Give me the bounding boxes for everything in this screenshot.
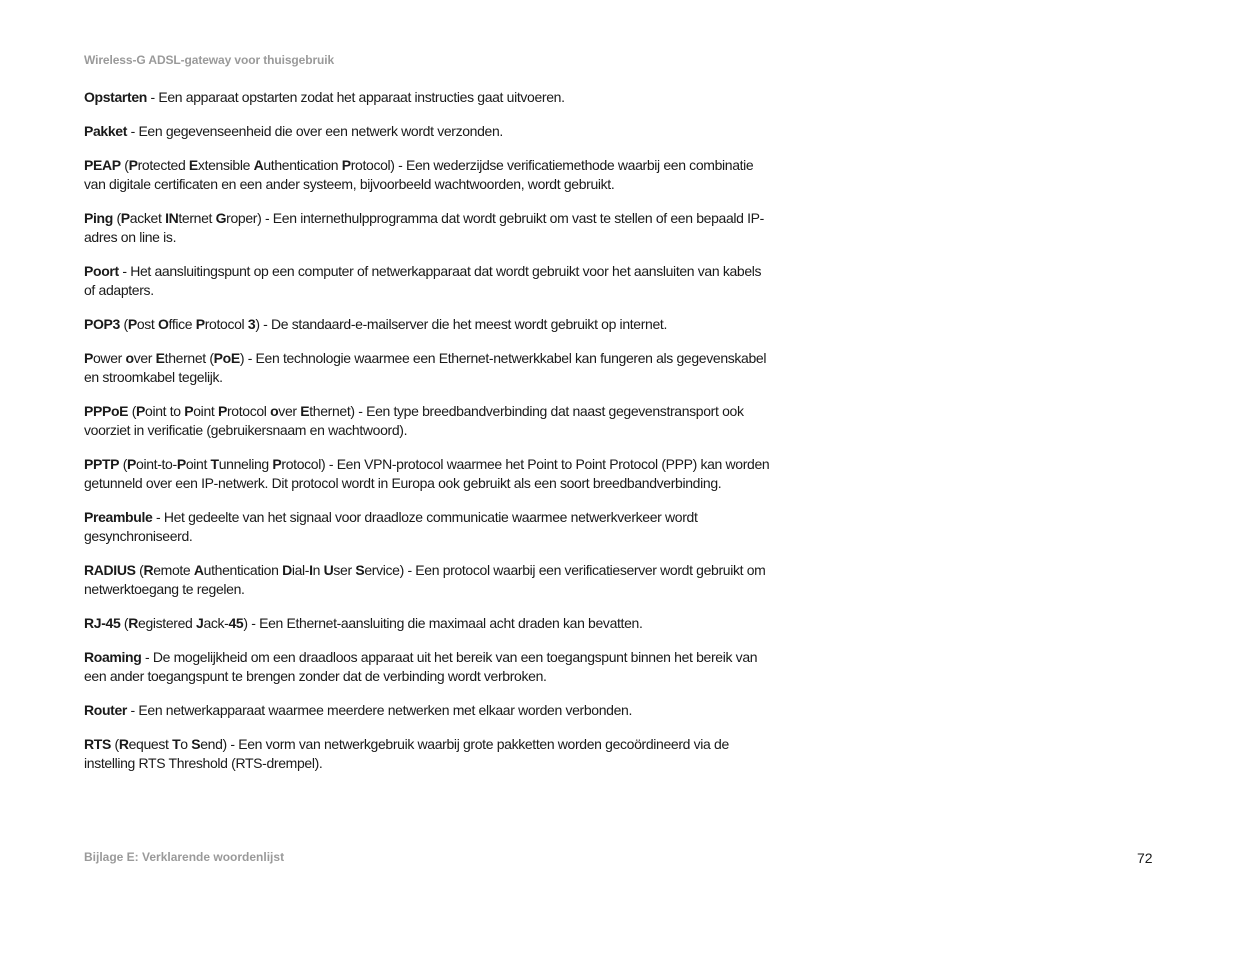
definition-text: unneling bbox=[218, 456, 273, 472]
term-bold-text: A bbox=[253, 157, 264, 173]
glossary-entry bbox=[84, 508, 774, 546]
term-bold-text: P bbox=[128, 157, 138, 173]
glossary-entry bbox=[84, 88, 774, 107]
term-bold-text: G bbox=[215, 210, 227, 226]
definition-text: - Het gedeelte van het signaal voor draadloze communicatie waarmee netwerkverkeer wordt gesynchroniseerd. bbox=[84, 509, 698, 544]
definition-text: oint bbox=[193, 403, 218, 419]
glossary-entry bbox=[84, 701, 774, 720]
definition-text: ver bbox=[133, 350, 156, 366]
definition-text: ower bbox=[93, 350, 126, 366]
page-number: 72 bbox=[1137, 850, 1153, 866]
definition-text: ver bbox=[278, 403, 301, 419]
glossary-entry bbox=[84, 349, 774, 387]
term-bold-text: Preambule bbox=[84, 509, 153, 525]
term-bold-text: P bbox=[195, 316, 205, 332]
definition-text: thernet ( bbox=[164, 350, 214, 366]
definition-text: rotocol bbox=[226, 403, 271, 419]
definition-text: - Een gegevenseenheid die over een netwerk wordt verzonden. bbox=[127, 123, 503, 139]
definition-text: - Een netwerkapparaat waarmee meerdere netwerken met elkaar worden verbonden. bbox=[127, 702, 633, 718]
term-bold-text: POP3 bbox=[84, 316, 120, 332]
term-bold-text: PoE bbox=[213, 350, 240, 366]
definition-text: ( bbox=[112, 210, 121, 226]
term-bold-text: U bbox=[323, 562, 334, 578]
term-bold-text: 3 bbox=[247, 316, 256, 332]
definition-text: - Een apparaat opstarten zodat het apparaat instructies gaat uitvoeren. bbox=[146, 89, 565, 105]
definition-text: uthentication bbox=[263, 157, 342, 173]
term-bold-text: RTS bbox=[84, 736, 111, 752]
glossary-entry bbox=[84, 735, 774, 773]
definition-text: uthentication bbox=[203, 562, 283, 578]
term-bold-text: T bbox=[172, 736, 181, 752]
term-bold-text: Poort bbox=[84, 263, 119, 279]
definition-text: ( bbox=[135, 562, 144, 578]
term-bold-text: P bbox=[184, 403, 194, 419]
term-bold-text: Ping bbox=[84, 210, 113, 226]
definition-text: ( bbox=[128, 403, 137, 419]
term-bold-text: R bbox=[118, 736, 129, 752]
glossary-entry bbox=[84, 614, 774, 633]
definition-text: emote bbox=[153, 562, 194, 578]
term-bold-text: RADIUS bbox=[84, 562, 136, 578]
definition-text: ( bbox=[120, 615, 129, 631]
term-bold-text: P bbox=[127, 456, 137, 472]
term-bold-text: P bbox=[120, 210, 130, 226]
term-bold-text: o bbox=[270, 403, 279, 419]
term-bold-text: 45 bbox=[228, 615, 244, 631]
definition-text: ack- bbox=[203, 615, 229, 631]
definition-text: ) - De standaard-e-mailserver die het meest wordt gebruikt op internet. bbox=[255, 316, 667, 332]
term-bold-text: Router bbox=[84, 702, 128, 718]
term-bold-text: T bbox=[210, 456, 219, 472]
term-bold-text: RJ-45 bbox=[84, 615, 121, 631]
term-bold-text: Roaming bbox=[84, 649, 142, 665]
definition-text: acket bbox=[129, 210, 166, 226]
definition-text: equest bbox=[128, 736, 173, 752]
glossary-entry bbox=[84, 455, 774, 493]
term-bold-text: E bbox=[300, 403, 310, 419]
glossary-entry bbox=[84, 648, 774, 686]
definition-text: ternet bbox=[178, 210, 216, 226]
term-bold-text: R bbox=[143, 562, 154, 578]
term-bold-text: D bbox=[282, 562, 292, 578]
term-bold-text: I bbox=[309, 562, 313, 578]
definition-text: ( bbox=[119, 316, 128, 332]
glossary-entry bbox=[84, 262, 774, 300]
term-bold-text: Opstarten bbox=[84, 89, 147, 105]
term-bold-text: PPPoE bbox=[84, 403, 129, 419]
definition-text: egistered bbox=[138, 615, 196, 631]
definition-text: roper) - Een internethulpprogramma dat wordt gebruikt om vast te stellen of een bepaald IP-adres on line is. bbox=[84, 210, 764, 245]
running-header: Wireless-G ADSL-gateway voor thuisgebruik bbox=[84, 53, 335, 67]
definition-text: ial- bbox=[291, 562, 310, 578]
term-bold-text: A bbox=[193, 562, 204, 578]
term-bold-text: PPTP bbox=[84, 456, 120, 472]
term-bold-text: P bbox=[84, 350, 93, 366]
definition-text: end) - Een vorm van netwerkgebruik waarbij grote pakketten worden gecoördineerd via de instelling RTS Threshold (RTS-drempel). bbox=[84, 736, 729, 771]
definition-text: o bbox=[180, 736, 192, 752]
definition-text: n bbox=[312, 562, 324, 578]
definition-text: rotected bbox=[137, 157, 189, 173]
term-bold-text: S bbox=[191, 736, 201, 752]
term-bold-text: R bbox=[128, 615, 139, 631]
definition-text: ( bbox=[120, 157, 129, 173]
definition-text: - De mogelijkheid om een draadloos apparaat uit het bereik van een toegangspunt binnen het bereik van een ander toegangspunt te brengen zonder dat de verbinding wordt verbroken. bbox=[84, 649, 758, 684]
glossary-entry bbox=[84, 402, 774, 440]
definition-text: ) - Een Ethernet-aansluiting die maximaal acht draden kan bevatten. bbox=[243, 615, 643, 631]
glossary-entry bbox=[84, 156, 774, 194]
glossary-entry bbox=[84, 315, 774, 334]
definition-text: ffice bbox=[168, 316, 196, 332]
term-bold-text: J bbox=[196, 615, 204, 631]
glossary-list bbox=[84, 88, 774, 788]
glossary-entry bbox=[84, 122, 774, 141]
glossary-entry bbox=[84, 209, 774, 247]
definition-text: ser bbox=[333, 562, 356, 578]
term-bold-text: O bbox=[157, 316, 169, 332]
term-bold-text: IN bbox=[165, 210, 179, 226]
definition-text: oint-to- bbox=[136, 456, 177, 472]
definition-text: rotocol) - Een VPN-protocol waarmee het Point to Point Protocol (PPP) kan worden getunneld over een IP-netwerk. Dit protocol wordt in Europa ook gebruikt als een soort breedbandverbinding. bbox=[84, 456, 770, 491]
term-bold-text: P bbox=[127, 316, 137, 332]
term-bold-text: PEAP bbox=[84, 157, 121, 173]
definition-text: ost bbox=[136, 316, 158, 332]
term-bold-text: E bbox=[155, 350, 165, 366]
term-bold-text: Pakket bbox=[84, 123, 128, 139]
term-bold-text: E bbox=[188, 157, 198, 173]
definition-text: oint to bbox=[145, 403, 185, 419]
footer-section-title: Bijlage E: Verklarende woordenlijst bbox=[84, 850, 285, 864]
definition-text: ( bbox=[119, 456, 128, 472]
definition-text: ) - Een technologie waarmee een Ethernet-netwerkkabel kan fungeren als gegevenskabel en stroomkabel tegelijk. bbox=[84, 350, 767, 385]
term-bold-text: P bbox=[176, 456, 186, 472]
definition-text: ( bbox=[110, 736, 119, 752]
definition-text: - Het aansluitingspunt op een computer of netwerkapparaat dat wordt gebruikt voor het aansluiten van kabels of adapters. bbox=[84, 263, 762, 298]
definition-text: thernet) - Een type breedbandverbinding dat naast gegevenstransport ook voorziet in verificatie (gebruikersnaam en wachtwoord). bbox=[84, 403, 744, 438]
term-bold-text: P bbox=[217, 403, 227, 419]
term-bold-text: P bbox=[136, 403, 146, 419]
definition-text: rotocol bbox=[204, 316, 248, 332]
definition-text: rotocol) - Een wederzijdse verificatiemethode waarbij een combinatie van digitale certificaten en een ander systeem, bijvoorbeeld wachtwoorden, wordt gebruikt. bbox=[84, 157, 754, 192]
definition-text: xtensible bbox=[197, 157, 254, 173]
glossary-entry bbox=[84, 561, 774, 599]
term-bold-text: S bbox=[355, 562, 365, 578]
term-bold-text: P bbox=[272, 456, 282, 472]
definition-text: ervice) - Een protocol waarbij een verificatieserver wordt gebruikt om netwerktoegang te regelen. bbox=[84, 562, 766, 597]
definition-text: oint bbox=[185, 456, 211, 472]
term-bold-text: P bbox=[341, 157, 351, 173]
term-bold-text: o bbox=[125, 350, 134, 366]
